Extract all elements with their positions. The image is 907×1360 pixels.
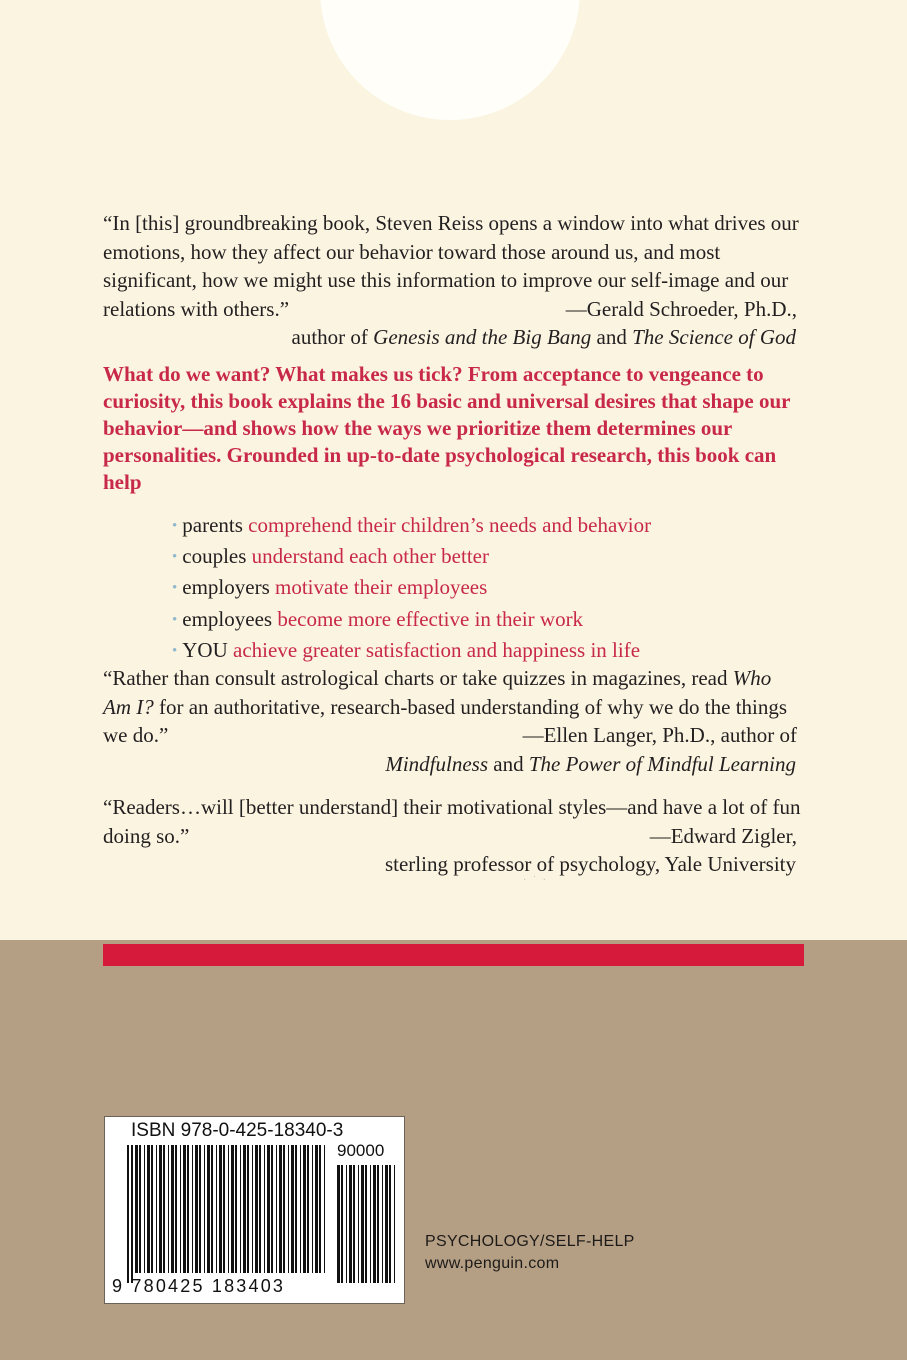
barcode-bar [147,1145,150,1273]
quote-text: “Readers…will [better understand] their motivational styles—and have a lot of fun doing so.” [103,795,801,848]
list-item [172,573,822,604]
credit-book-title: Genesis and the Big Bang [373,325,592,349]
barcode-guard-bar [127,1145,129,1283]
barcode-bar [385,1165,388,1283]
list-item [172,542,822,573]
barcode-bar [288,1145,289,1273]
quote-text: “In [this] groundbreaking book, Steven Reiss opens a window into what drives our emotions, how they affect our behavior toward those around us, and most significant, how we might use this information to improve our self-image and our relations with others.” [103,211,799,321]
barcode-digits: 9 780425 183403 [112,1276,286,1296]
price-code: 90000 [337,1141,385,1160]
quote-langer [103,664,803,778]
barcode-bar [175,1145,177,1273]
barcode-bar [216,1145,217,1273]
credit-book-title: Mindfulness [385,751,488,776]
barcode-bar [255,1145,258,1273]
barcode-bar [353,1165,355,1283]
credit-book-title: The Power of Mindful Learning [528,751,796,776]
bullet-dot-icon: • [172,549,178,566]
barcode-bar [394,1165,395,1283]
quote-credit: sterling professor of psychology, Yale University [384,852,796,876]
barcode-guard-bar [131,1145,133,1283]
barcode-bar [361,1165,364,1283]
barcode-bar [235,1145,237,1273]
barcode-bar [267,1145,270,1273]
barcode-bar [341,1165,343,1283]
credit-and: and [591,325,633,349]
barcode-bar [192,1145,193,1273]
barcode-bar [349,1165,352,1283]
list-item [172,605,822,636]
quote-attribution: —Edward Zigler, [649,823,797,848]
barcode-bar [382,1165,383,1283]
barcode-bar [151,1145,153,1273]
barcode-bar [319,1145,321,1273]
barcode-bar [171,1145,174,1273]
quote-book-title: Who Am I? [103,666,772,719]
bullet-action: achieve greater satisfaction and happiness in life [233,637,641,662]
barcode-bar [211,1145,213,1273]
barcode-bar [337,1165,340,1283]
barcode-bar [183,1145,186,1273]
list-item [172,636,822,667]
bullet-subject: employees [182,606,273,631]
bullet-dot-icon: • [172,580,178,597]
bullet-subject: parents [182,513,243,537]
quote-attribution: —Gerald Schroeder, Ph.D., [565,296,797,321]
bullet-dot-icon: • [172,642,178,659]
bullet-action: comprehend their children’s needs and behavior [248,513,652,537]
barcode-box [104,1116,405,1304]
top-circle-shape [320,0,580,120]
quote-text: “Rather than consult astrological charts or take quizzes in magazines, read [103,666,733,690]
barcode-bar [187,1145,189,1273]
book-description: What do we want? What makes us tick? From acceptance to vengeance to curiosity, this book explains the 16 basic and universal desires that shape our behavior—and shows how the ways we prioritize them determines our personalities. Grounded in up-to-date psychological research, this book can help [103,362,791,494]
category-label: PSYCHOLOGY/SELF-HELP [425,1233,635,1250]
quote-credit [103,750,796,779]
barcode-bar [223,1145,225,1273]
barcode-bar [219,1145,222,1273]
category-block [425,1231,635,1275]
barcode-bar [180,1145,181,1273]
barcode-bar [252,1145,253,1273]
quote-schroeder [103,209,803,352]
isbn-label: ISBN 978-0-425-18340-3 [131,1120,344,1141]
quote-attribution: —Ellen Langer, Ph.D., author of [522,723,797,747]
barcode-bar [135,1145,138,1273]
barcode-bar [279,1145,282,1273]
bullet-dot-icon: • [172,611,178,628]
barcode-bar [300,1145,301,1273]
barcode-bar [156,1145,157,1273]
red-stripe [103,944,804,966]
barcode-bar [365,1165,367,1283]
bullet-subject: employers [182,575,270,600]
quote-credit [103,323,796,352]
quote-zigler [103,793,803,879]
barcode-bar [295,1145,297,1273]
barcode-bar [204,1145,205,1273]
bullet-dot-icon: • [172,518,178,534]
benefit-list [172,511,822,667]
credit-prefix: author of [291,325,374,349]
barcode-bar [307,1145,309,1273]
list-item [172,511,822,542]
barcode-bar [195,1145,198,1273]
barcode-bar [271,1145,273,1273]
barcode-bar [240,1145,241,1273]
barcode-bar [276,1145,277,1273]
bullet-action: become more effective in their work [277,606,584,631]
barcode-bar [259,1145,261,1273]
barcode-bar [303,1145,306,1273]
barcode-bar [264,1145,265,1273]
barcode-bar [346,1165,347,1283]
website-label: www.penguin.com [425,1255,560,1272]
bullet-subject: couples [182,544,247,569]
credit-and: and [488,751,529,776]
barcode-bar [199,1145,201,1273]
barcode-bar [312,1145,313,1273]
barcode-bar [159,1145,162,1273]
barcode-bar [283,1145,285,1273]
bullet-action: motivate their employees [275,575,488,600]
barcode-bar [315,1145,318,1273]
barcode-bar [228,1145,229,1273]
barcode-bar [247,1145,249,1273]
barcode-bar [370,1165,371,1283]
barcode-bar [358,1165,359,1283]
barcode-bar [139,1145,141,1273]
barcode-bar [243,1145,246,1273]
barcode-bar [324,1145,325,1273]
barcode-bar [168,1145,169,1273]
barcode-bar [389,1165,391,1283]
barcode-bar [291,1145,294,1273]
barcode-bar [207,1145,210,1273]
barcode-bar [377,1165,379,1283]
quote-text: for an authoritative, research-based understanding of why we do the things we do.” [103,694,788,747]
bullet-action: understand each other better [251,544,489,569]
barcode-bar [144,1145,145,1273]
barcode-bar [163,1145,165,1273]
print-speck: · ˙ · [523,875,548,886]
credit-book-title: The Science of God [632,325,796,349]
barcode-bar [231,1145,234,1273]
barcode-bar [373,1165,376,1283]
bullet-subject: YOU [182,637,228,662]
